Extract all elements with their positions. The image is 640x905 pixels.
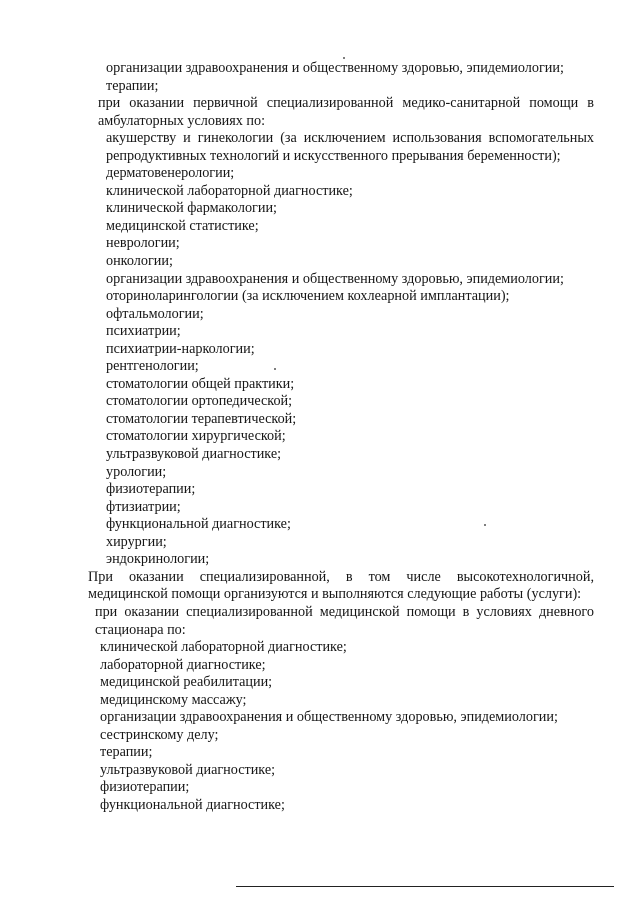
paragraph: акушерству и гинекологии (за исключением использования вспомогательных репродуктивных технологий и искусственного прерывания беременности); <box>106 130 594 164</box>
paragraph: неврологии; <box>106 235 180 252</box>
paragraph: клинической лабораторной диагностике; <box>100 639 347 656</box>
paragraph: клинической лабораторной диагностике; <box>106 182 353 199</box>
document-text <box>88 60 594 815</box>
paragraph: медицинскому массажу; <box>100 691 247 708</box>
paragraph: клинической фармакологии; <box>106 200 277 217</box>
paragraph: хирургии; <box>106 533 167 550</box>
paragraph: онкологии; <box>106 253 173 270</box>
paragraph: терапии; <box>106 77 159 94</box>
paragraph: ультразвуковой диагностике; <box>100 761 276 778</box>
paragraph: терапии; <box>100 744 153 761</box>
paragraph: медицинской реабилитации; <box>100 674 273 691</box>
paragraph: организации здравоохранения и общественному здоровью, эпидемиологии; <box>106 270 564 287</box>
footer-rule <box>236 886 614 887</box>
paragraph: организации здравоохранения и общественному здоровью, эпидемиологии; <box>100 709 558 726</box>
paragraph: стоматологии ортопедической; <box>106 393 293 410</box>
paragraph: функциональной диагностике; <box>106 516 291 533</box>
paragraph: фтизиатрии; <box>106 498 181 515</box>
paragraph: эндокринологии; <box>106 551 210 568</box>
paragraph: лабораторной диагностике; <box>100 656 266 673</box>
paragraph: офтальмологии; <box>106 305 204 322</box>
paragraph: урологии; <box>106 463 167 480</box>
paragraph: психиатрии-наркологии; <box>106 340 255 357</box>
scan-speck <box>274 368 276 370</box>
paragraph: При оказании специализированной, в том числе высокотехнологичной, медицинской помощи организуются и выполняются следующие работы (услуги): <box>88 568 594 603</box>
paragraph: оториноларингологии (за исключением кохлеарной имплантации); <box>106 288 510 305</box>
paragraph: рентгенологии; <box>106 358 199 375</box>
paragraph: при оказании первичной специализированной медико-санитарной помощи в амбулаторных условиях по: <box>98 95 594 129</box>
paragraph: при оказании специализированной медицинской помощи в условиях дневного стационара по: <box>95 603 594 638</box>
paragraph: стоматологии терапевтической; <box>106 410 297 427</box>
paragraph: дерматовенерологии; <box>106 165 235 182</box>
paragraph: медицинской статистике; <box>106 217 259 234</box>
scan-speck <box>484 524 486 526</box>
paragraph: стоматологии хирургической; <box>106 428 286 445</box>
paragraph: сестринскому делу; <box>100 726 219 743</box>
paragraph: психиатрии; <box>106 323 181 340</box>
paragraph: физиотерапии; <box>100 779 190 796</box>
paragraph: функциональной диагностике; <box>100 796 285 813</box>
paragraph: стоматологии общей практики; <box>106 375 295 392</box>
paragraph: ультразвуковой диагностике; <box>106 446 282 463</box>
scan-speck <box>343 57 345 59</box>
paragraph: организации здравоохранения и общественному здоровью, эпидемиологии; <box>106 60 564 76</box>
paragraph: физиотерапии; <box>106 481 196 498</box>
